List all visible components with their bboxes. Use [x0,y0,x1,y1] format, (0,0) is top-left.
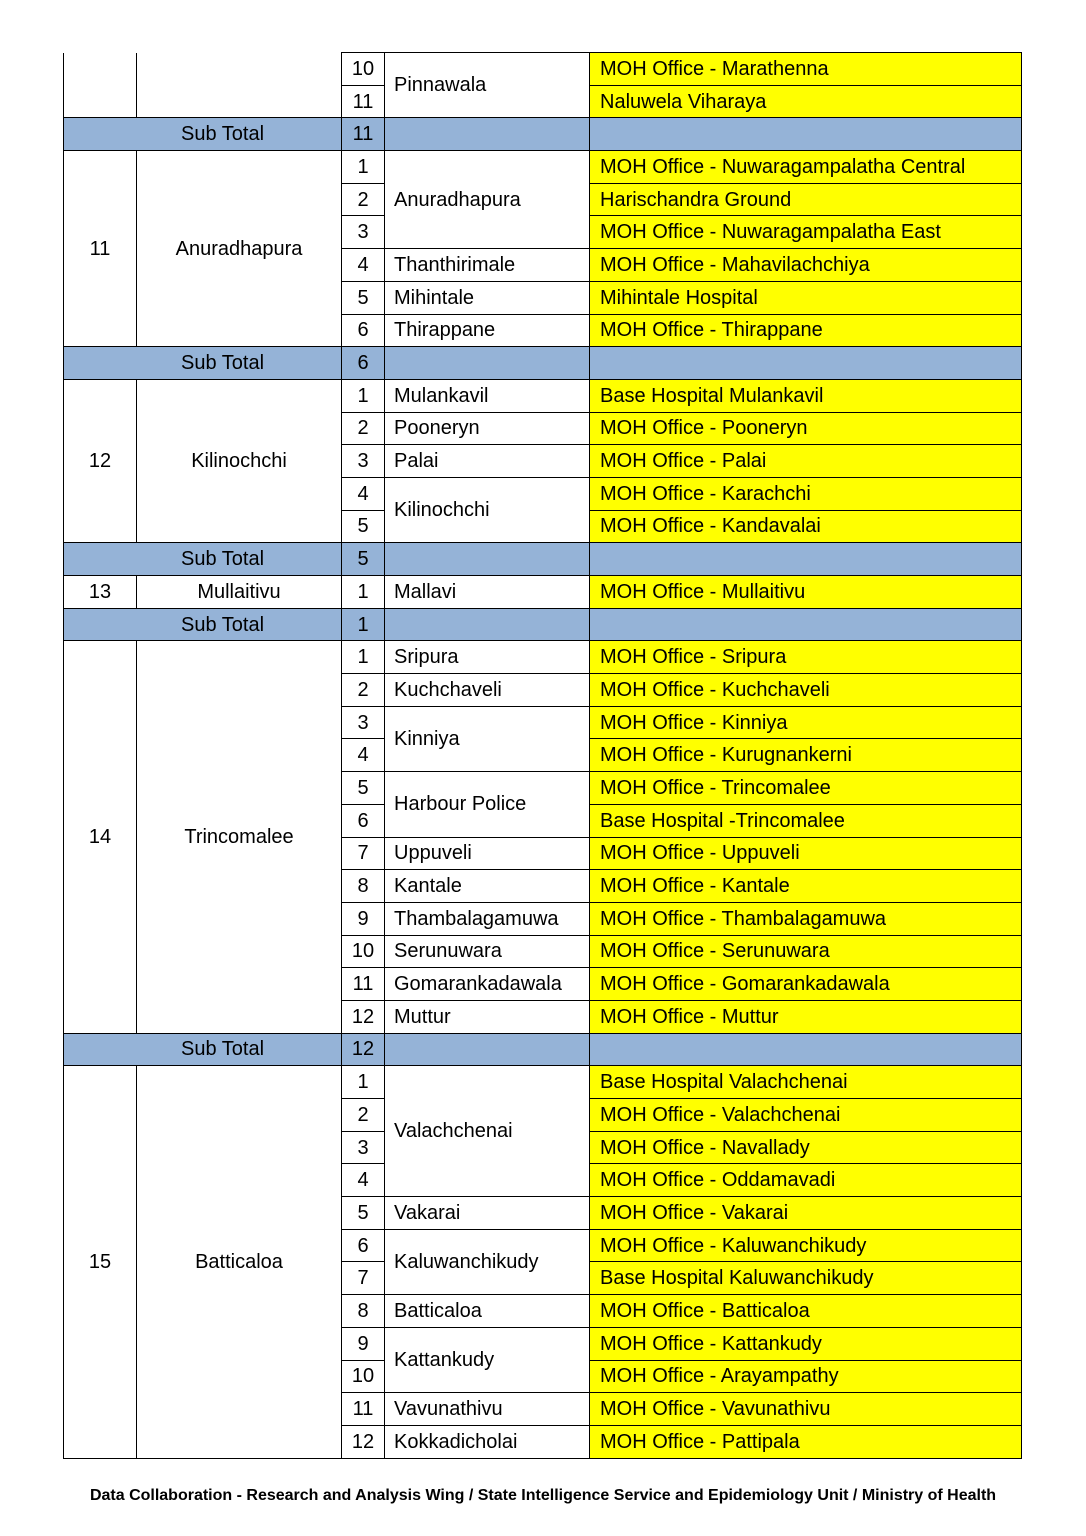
subtotal-count: 12 [342,1033,385,1066]
vaccination-site: MOH Office - Pooneryn [590,412,1022,445]
vaccination-site: MOH Office - Oddamavadi [590,1164,1022,1197]
vaccination-site: MOH Office - Vakarai [590,1197,1022,1230]
serial-number: 1 [342,379,385,412]
vaccination-site: MOH Office - Palai [590,445,1022,478]
vaccination-site: MOH Office - Kuchchaveli [590,674,1022,707]
serial-number: 12 [342,1000,385,1033]
vaccination-site: MOH Office - Kinniya [590,706,1022,739]
district-name: Kilinochchi [137,379,342,542]
vaccination-site: MOH Office - Kaluwanchikudy [590,1229,1022,1262]
district-name: Anuradhapura [137,151,342,347]
table-row [64,576,1022,609]
vaccination-site: Base Hospital Mulankavil [590,379,1022,412]
moh-area: Valachchenai [385,1066,590,1197]
subtotal-count: 1 [342,608,385,641]
moh-area: Muttur [385,1000,590,1033]
subtotal-row [64,608,1022,641]
serial-number: 1 [342,576,385,609]
serial-number: 9 [342,1327,385,1360]
vaccination-site: Naluwela Viharaya [590,85,1022,118]
subtotal-label: Sub Total [64,608,342,641]
vaccination-site: MOH Office - Pattipala [590,1425,1022,1458]
district-name: Mullaitivu [137,576,342,609]
district-number: 15 [64,1066,137,1458]
serial-number: 1 [342,641,385,674]
serial-number: 12 [342,1425,385,1458]
moh-area: Thanthirimale [385,249,590,282]
vaccination-site: MOH Office - Thirappane [590,314,1022,347]
page-footer: Data Collaboration - Research and Analysis Wing / State Intelligence Service and Epidemiology Unit / Ministry of Health [89,1487,997,1504]
table-row [64,151,1022,184]
serial-number: 2 [342,183,385,216]
moh-area: Thirappane [385,314,590,347]
subtotal-row [64,543,1022,576]
moh-area: Anuradhapura [385,151,590,249]
table-row [64,53,1022,86]
moh-area: Mihintale [385,281,590,314]
serial-number: 4 [342,477,385,510]
serial-number: 4 [342,1164,385,1197]
serial-number: 3 [342,1131,385,1164]
moh-area: Kinniya [385,706,590,771]
vaccination-site: MOH Office - Kandavalai [590,510,1022,543]
moh-area: Vavunathivu [385,1393,590,1426]
table-row [64,379,1022,412]
serial-number: 2 [342,674,385,707]
vaccination-site: MOH Office - Nuwaragampalatha East [590,216,1022,249]
serial-number: 3 [342,706,385,739]
moh-area: Mallavi [385,576,590,609]
vaccination-site: MOH Office - Karachchi [590,477,1022,510]
vaccination-site: MOH Office - Serunuwara [590,935,1022,968]
serial-number: 5 [342,1197,385,1230]
serial-number: 10 [342,935,385,968]
subtotal-count: 11 [342,118,385,151]
subtotal-label: Sub Total [64,347,342,380]
vaccination-centres-table [63,52,1022,1459]
vaccination-site: MOH Office - Vavunathivu [590,1393,1022,1426]
vaccination-site: MOH Office - Mullaitivu [590,576,1022,609]
moh-area: Gomarankadawala [385,968,590,1001]
vaccination-site: Base Hospital Valachchenai [590,1066,1022,1099]
vaccination-site: Harischandra Ground [590,183,1022,216]
vaccination-site: MOH Office - Trincomalee [590,772,1022,805]
subtotal-label: Sub Total [64,1033,342,1066]
district-number: 11 [64,151,137,347]
vaccination-site: Mihintale Hospital [590,281,1022,314]
serial-number: 2 [342,1099,385,1132]
serial-number: 6 [342,1229,385,1262]
moh-area: Thambalagamuwa [385,902,590,935]
district-number: 12 [64,379,137,542]
serial-number: 6 [342,804,385,837]
table-row [64,1066,1022,1099]
district-name: Batticaloa [137,1066,342,1458]
moh-area: Serunuwara [385,935,590,968]
subtotal-row [64,1033,1022,1066]
moh-area: Palai [385,445,590,478]
serial-number: 8 [342,870,385,903]
serial-number: 11 [342,1393,385,1426]
district-number: 14 [64,641,137,1033]
subtotal-row [64,347,1022,380]
serial-number: 7 [342,1262,385,1295]
vaccination-site: MOH Office - Muttur [590,1000,1022,1033]
vaccination-site: MOH Office - Kurugnankerni [590,739,1022,772]
district-number [64,53,137,118]
subtotal-label: Sub Total [64,543,342,576]
vaccination-site: MOH Office - Gomarankadawala [590,968,1022,1001]
moh-area: Kattankudy [385,1327,590,1392]
moh-area: Sripura [385,641,590,674]
vaccination-site: MOH Office - Navallady [590,1131,1022,1164]
vaccination-site: MOH Office - Kantale [590,870,1022,903]
vaccination-site: MOH Office - Kattankudy [590,1327,1022,1360]
moh-area: Kuchchaveli [385,674,590,707]
vaccination-site: MOH Office - Nuwaragampalatha Central [590,151,1022,184]
serial-number: 8 [342,1295,385,1328]
serial-number: 10 [342,1360,385,1393]
serial-number: 11 [342,968,385,1001]
subtotal-label: Sub Total [64,118,342,151]
subtotal-row [64,118,1022,151]
moh-area: Vakarai [385,1197,590,1230]
subtotal-count: 6 [342,347,385,380]
table-row [64,641,1022,674]
serial-number: 5 [342,510,385,543]
serial-number: 9 [342,902,385,935]
serial-number: 11 [342,85,385,118]
vaccination-site: MOH Office - Arayampathy [590,1360,1022,1393]
moh-area: Harbour Police [385,772,590,837]
vaccination-site: Base Hospital Kaluwanchikudy [590,1262,1022,1295]
moh-area: Mulankavil [385,379,590,412]
serial-number: 3 [342,445,385,478]
vaccination-site: MOH Office - Thambalagamuwa [590,902,1022,935]
serial-number: 5 [342,772,385,805]
serial-number: 2 [342,412,385,445]
serial-number: 10 [342,53,385,86]
district-number: 13 [64,576,137,609]
moh-area: Uppuveli [385,837,590,870]
serial-number: 4 [342,249,385,282]
serial-number: 6 [342,314,385,347]
serial-number: 5 [342,281,385,314]
serial-number: 1 [342,151,385,184]
moh-area: Kantale [385,870,590,903]
moh-area: Kaluwanchikudy [385,1229,590,1294]
vaccination-site: MOH Office - Marathenna [590,53,1022,86]
district-name [137,53,342,118]
vaccination-site: MOH Office - Uppuveli [590,837,1022,870]
subtotal-count: 5 [342,543,385,576]
moh-area: Kokkadicholai [385,1425,590,1458]
moh-area: Batticaloa [385,1295,590,1328]
vaccination-site: MOH Office - Batticaloa [590,1295,1022,1328]
serial-number: 1 [342,1066,385,1099]
vaccination-site: MOH Office - Valachchenai [590,1099,1022,1132]
serial-number: 4 [342,739,385,772]
district-name: Trincomalee [137,641,342,1033]
moh-area: Pooneryn [385,412,590,445]
serial-number: 7 [342,837,385,870]
vaccination-site: MOH Office - Sripura [590,641,1022,674]
moh-area: Kilinochchi [385,477,590,542]
vaccination-site: MOH Office - Mahavilachchiya [590,249,1022,282]
moh-area: Pinnawala [385,53,590,118]
serial-number: 3 [342,216,385,249]
vaccination-site: Base Hospital -Trincomalee [590,804,1022,837]
